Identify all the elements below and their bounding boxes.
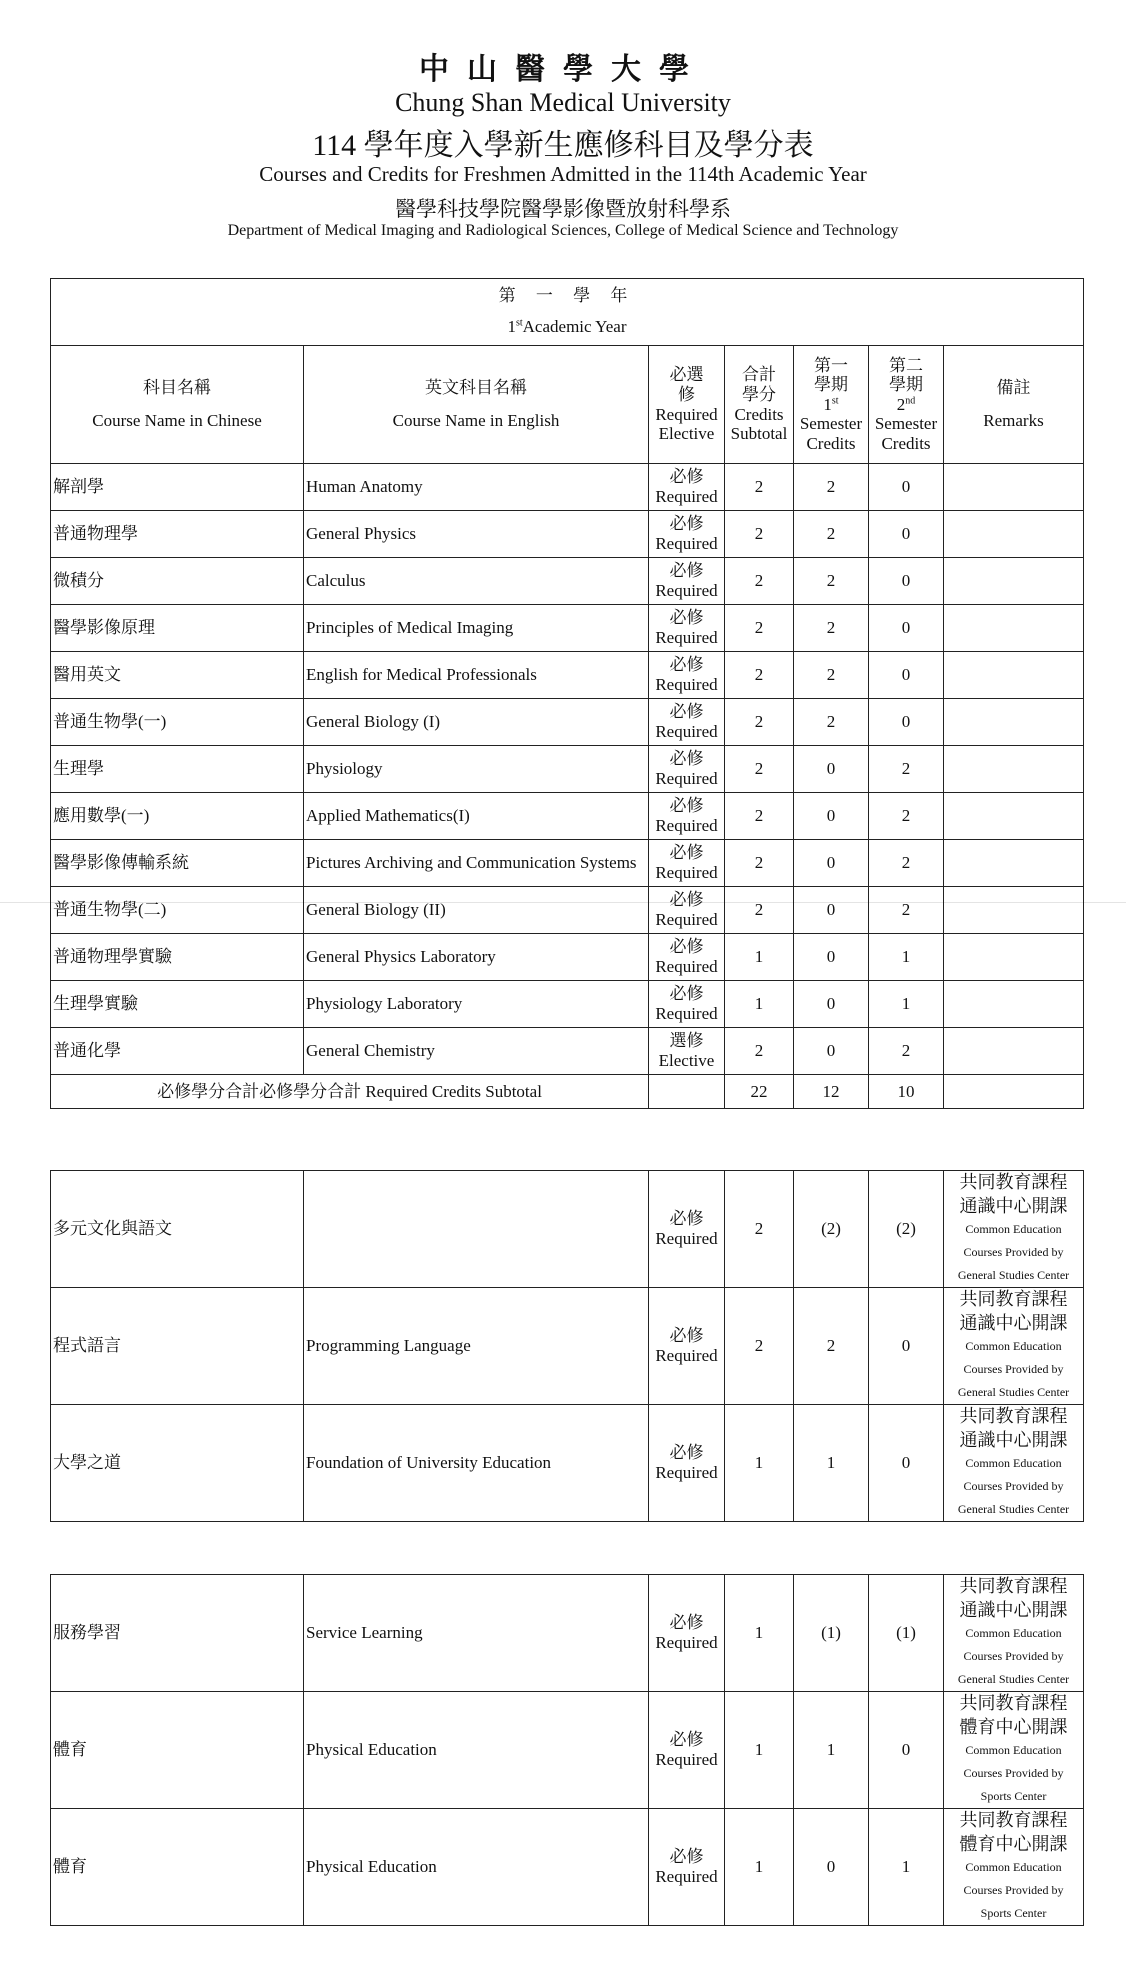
course-name-en: Physiology Laboratory bbox=[304, 981, 649, 1028]
course-name-en: Principles of Medical Imaging bbox=[304, 605, 649, 652]
table-row bbox=[51, 605, 1084, 652]
course-name-en: Calculus bbox=[304, 558, 649, 605]
remarks bbox=[944, 746, 1084, 793]
remarks-line: Courses Provided by bbox=[963, 1648, 1064, 1663]
credits-subtotal: 2 bbox=[725, 746, 794, 793]
credits-subtotal: 2 bbox=[725, 840, 794, 887]
table-row bbox=[51, 746, 1084, 793]
remarks bbox=[944, 558, 1084, 605]
course-type-zh: 必修 bbox=[669, 514, 704, 534]
remarks-line: 共同教育課程 bbox=[959, 1576, 1068, 1597]
course-name-zh: 普通物理學 bbox=[51, 511, 304, 558]
course-type bbox=[649, 652, 725, 699]
course-type-zh: 必修 bbox=[669, 1730, 704, 1750]
semester2-credits: 2 bbox=[869, 1028, 944, 1075]
subtotal-sem2: 10 bbox=[869, 1075, 944, 1109]
semester2-credits: 0 bbox=[869, 1692, 944, 1809]
credits-subtotal: 2 bbox=[725, 1288, 794, 1405]
course-name-en: Pictures Archiving and Communication Systems bbox=[304, 840, 649, 887]
course-type bbox=[649, 746, 725, 793]
col-header-type: 必選修 Required Elective bbox=[649, 346, 725, 464]
semester2-credits: 2 bbox=[869, 793, 944, 840]
title-en: Courses and Credits for Freshmen Admitted in the 114th Academic Year bbox=[259, 162, 867, 186]
academic-year-cell bbox=[51, 279, 1084, 346]
course-name-en: General Physics bbox=[304, 511, 649, 558]
semester1-credits: 2 bbox=[794, 605, 869, 652]
course-name-zh: 普通物理學實驗 bbox=[51, 934, 304, 981]
course-type bbox=[649, 464, 725, 511]
course-type-en: Required bbox=[655, 487, 718, 506]
table-row bbox=[51, 1405, 1084, 1522]
course-type-zh: 必修 bbox=[669, 608, 704, 628]
semester2-credits: 0 bbox=[869, 1288, 944, 1405]
semester1-credits: 0 bbox=[794, 1028, 869, 1075]
column-header-row bbox=[51, 346, 1084, 464]
semester2-credits: 0 bbox=[869, 1405, 944, 1522]
remarks bbox=[944, 934, 1084, 981]
remarks-line: Sports Center bbox=[980, 1905, 1047, 1920]
course-name-zh: 程式語言 bbox=[51, 1288, 304, 1405]
remarks bbox=[944, 887, 1084, 934]
course-type-en: Required bbox=[655, 1463, 718, 1482]
course-type-en: Required bbox=[655, 863, 718, 882]
first-year-course-table bbox=[50, 278, 1084, 1109]
remarks bbox=[944, 840, 1084, 887]
remarks-line: 共同教育課程 bbox=[959, 1810, 1068, 1831]
remarks-line: Sports Center bbox=[980, 1788, 1047, 1803]
course-type-en: Required bbox=[655, 1229, 718, 1248]
course-type-en: Required bbox=[655, 1867, 718, 1886]
credits-subtotal: 1 bbox=[725, 1575, 794, 1692]
course-name-en: Human Anatomy bbox=[304, 464, 649, 511]
semester1-credits: 1 bbox=[794, 1405, 869, 1522]
remarks bbox=[944, 464, 1084, 511]
course-name-zh: 醫學影像傳輸系統 bbox=[51, 840, 304, 887]
course-type bbox=[649, 887, 725, 934]
course-name-zh: 生理學 bbox=[51, 746, 304, 793]
course-type bbox=[649, 981, 725, 1028]
course-type-zh: 必修 bbox=[669, 702, 704, 722]
remarks-line: Courses Provided by bbox=[963, 1478, 1064, 1493]
remarks bbox=[944, 511, 1084, 558]
course-name-en: Physical Education bbox=[304, 1809, 649, 1926]
department-zh: 醫學科技學院醫學影像暨放射科學系 bbox=[395, 197, 731, 221]
credits-subtotal: 1 bbox=[725, 1809, 794, 1926]
remarks-line: 共同教育課程 bbox=[959, 1172, 1068, 1193]
title-zh: 114 學年度入學新生應修科目及學分表 bbox=[312, 129, 814, 162]
remarks bbox=[944, 981, 1084, 1028]
col-header-credits: 合計學分 Credits Subtotal bbox=[725, 346, 794, 464]
subtotal-remarks-empty bbox=[944, 1075, 1084, 1109]
table-row bbox=[51, 1692, 1084, 1809]
credits-subtotal: 2 bbox=[725, 511, 794, 558]
credits-subtotal: 2 bbox=[725, 1171, 794, 1288]
course-name-en: General Biology (II) bbox=[304, 887, 649, 934]
common-courses-table-1 bbox=[50, 1170, 1084, 1522]
semester1-credits: 0 bbox=[794, 887, 869, 934]
remarks-line: Courses Provided by bbox=[963, 1244, 1064, 1259]
course-type bbox=[649, 1575, 725, 1692]
table-row bbox=[51, 652, 1084, 699]
table-row bbox=[51, 793, 1084, 840]
credits-subtotal: 2 bbox=[725, 793, 794, 840]
table-row bbox=[51, 699, 1084, 746]
course-type bbox=[649, 558, 725, 605]
remarks-line: General Studies Center bbox=[957, 1671, 1070, 1686]
course-type-zh: 必修 bbox=[669, 561, 704, 581]
course-type bbox=[649, 1028, 725, 1075]
common-courses-table-2 bbox=[50, 1574, 1084, 1926]
course-type-zh: 必修 bbox=[669, 843, 704, 863]
course-type-zh: 必修 bbox=[669, 749, 704, 769]
remarks-line: Common Education bbox=[965, 1222, 1062, 1237]
semester1-credits: 1 bbox=[794, 1692, 869, 1809]
course-name-zh: 大學之道 bbox=[51, 1405, 304, 1522]
course-name-zh: 體育 bbox=[51, 1809, 304, 1926]
remarks bbox=[944, 652, 1084, 699]
semester2-credits: 2 bbox=[869, 746, 944, 793]
course-type bbox=[649, 840, 725, 887]
credits-subtotal: 2 bbox=[725, 699, 794, 746]
credits-subtotal: 2 bbox=[725, 558, 794, 605]
course-name-zh: 醫用英文 bbox=[51, 652, 304, 699]
course-name-zh: 應用數學(一) bbox=[51, 793, 304, 840]
course-name-zh: 服務學習 bbox=[51, 1575, 304, 1692]
table-row bbox=[51, 511, 1084, 558]
table-row bbox=[51, 558, 1084, 605]
remarks-line: 共同教育課程 bbox=[959, 1289, 1068, 1310]
course-name-en: General Biology (I) bbox=[304, 699, 649, 746]
semester2-credits: 0 bbox=[869, 464, 944, 511]
remarks-line: 共同教育課程 bbox=[959, 1406, 1068, 1427]
remarks-line: General Studies Center bbox=[957, 1384, 1070, 1399]
course-type-zh: 必修 bbox=[669, 1847, 704, 1867]
remarks-line: Common Education bbox=[965, 1743, 1062, 1758]
course-type-zh: 選修 bbox=[669, 1031, 704, 1051]
remarks bbox=[944, 1575, 1084, 1692]
course-type-zh: 必修 bbox=[669, 890, 704, 910]
semester1-credits: 0 bbox=[794, 981, 869, 1028]
table-row bbox=[51, 934, 1084, 981]
table-row bbox=[51, 887, 1084, 934]
course-type bbox=[649, 1171, 725, 1288]
col-header-en-name: 英文科目名稱 Course Name in English bbox=[304, 346, 649, 464]
credits-subtotal: 1 bbox=[725, 1405, 794, 1522]
semester1-credits: 2 bbox=[794, 511, 869, 558]
course-type bbox=[649, 1809, 725, 1926]
course-type-en: Required bbox=[655, 769, 718, 788]
remarks bbox=[944, 605, 1084, 652]
course-type bbox=[649, 934, 725, 981]
semester2-credits: 0 bbox=[869, 652, 944, 699]
credits-subtotal: 2 bbox=[725, 464, 794, 511]
course-type-en: Elective bbox=[658, 1051, 715, 1070]
course-name-en: General Physics Laboratory bbox=[304, 934, 649, 981]
course-name-en: Physical Education bbox=[304, 1692, 649, 1809]
semester2-credits: 1 bbox=[869, 981, 944, 1028]
remarks bbox=[944, 1809, 1084, 1926]
course-name-en: English for Medical Professionals bbox=[304, 652, 649, 699]
table-row bbox=[51, 840, 1084, 887]
table-row bbox=[51, 1809, 1084, 1926]
course-name-zh: 普通化學 bbox=[51, 1028, 304, 1075]
course-type bbox=[649, 511, 725, 558]
course-name-zh: 普通生物學(二) bbox=[51, 887, 304, 934]
subtotal-row bbox=[51, 1075, 1084, 1109]
remarks-line: Common Education bbox=[965, 1456, 1062, 1471]
course-name-zh: 多元文化與語文 bbox=[51, 1171, 304, 1288]
remarks-line: 體育中心開課 bbox=[959, 1716, 1068, 1737]
course-name-en bbox=[304, 1171, 649, 1288]
semester1-credits: 2 bbox=[794, 652, 869, 699]
course-type-en: Required bbox=[655, 722, 718, 741]
remarks-line: Courses Provided by bbox=[963, 1361, 1064, 1376]
semester1-credits: 0 bbox=[794, 840, 869, 887]
course-type-zh: 必修 bbox=[669, 1613, 704, 1633]
course-name-en: Applied Mathematics(I) bbox=[304, 793, 649, 840]
col-header-sem2: 第二學期 2nd Semester Credits bbox=[869, 346, 944, 464]
credits-subtotal: 1 bbox=[725, 934, 794, 981]
course-type-zh: 必修 bbox=[669, 655, 704, 675]
semester2-credits: 0 bbox=[869, 511, 944, 558]
course-type-zh: 必修 bbox=[669, 796, 704, 816]
course-type-zh: 必修 bbox=[669, 1443, 704, 1463]
semester1-credits: 2 bbox=[794, 699, 869, 746]
course-name-zh: 醫學影像原理 bbox=[51, 605, 304, 652]
subtotal-type-empty bbox=[649, 1075, 725, 1109]
credits-subtotal: 2 bbox=[725, 605, 794, 652]
remarks bbox=[944, 1405, 1084, 1522]
course-type bbox=[649, 1692, 725, 1809]
col-header-remarks: 備註 Remarks bbox=[944, 346, 1084, 464]
academic-year-zh: 第 一 學 年 bbox=[498, 286, 636, 306]
course-type bbox=[649, 793, 725, 840]
remarks-line: Common Education bbox=[965, 1860, 1062, 1875]
remarks bbox=[944, 1288, 1084, 1405]
table-row bbox=[51, 464, 1084, 511]
table-row bbox=[51, 981, 1084, 1028]
course-name-zh: 體育 bbox=[51, 1692, 304, 1809]
course-type-en: Required bbox=[655, 1750, 718, 1769]
course-name-en: Foundation of University Education bbox=[304, 1405, 649, 1522]
course-type bbox=[649, 699, 725, 746]
remarks-line: Courses Provided by bbox=[963, 1765, 1064, 1780]
course-type-en: Required bbox=[655, 628, 718, 647]
course-name-zh: 普通生物學(一) bbox=[51, 699, 304, 746]
table-row bbox=[51, 1288, 1084, 1405]
remarks bbox=[944, 1028, 1084, 1075]
course-name-zh: 解剖學 bbox=[51, 464, 304, 511]
course-type-en: Required bbox=[655, 1004, 718, 1023]
semester2-credits: 0 bbox=[869, 558, 944, 605]
course-type bbox=[649, 1405, 725, 1522]
col-header-zh-name: 科目名稱 Course Name in Chinese bbox=[51, 346, 304, 464]
course-type-zh: 必修 bbox=[669, 937, 704, 957]
table-row bbox=[51, 1575, 1084, 1692]
course-type-en: Required bbox=[655, 581, 718, 600]
semester1-credits: 0 bbox=[794, 1809, 869, 1926]
semester1-credits: 2 bbox=[794, 464, 869, 511]
semester2-credits: 1 bbox=[869, 1809, 944, 1926]
semester2-credits: 2 bbox=[869, 840, 944, 887]
semester2-credits: 2 bbox=[869, 887, 944, 934]
table-row bbox=[51, 1028, 1084, 1075]
remarks-line: 通識中心開課 bbox=[959, 1429, 1068, 1450]
semester1-credits: 2 bbox=[794, 558, 869, 605]
semester1-credits: (2) bbox=[794, 1171, 869, 1288]
remarks-line: Common Education bbox=[965, 1339, 1062, 1354]
credits-subtotal: 1 bbox=[725, 981, 794, 1028]
course-name-en: Programming Language bbox=[304, 1288, 649, 1405]
remarks-line: General Studies Center bbox=[957, 1501, 1070, 1516]
remarks-line: 通識中心開課 bbox=[959, 1195, 1068, 1216]
remarks-line: 體育中心開課 bbox=[959, 1833, 1068, 1854]
course-type-en: Required bbox=[655, 534, 718, 553]
course-type-zh: 必修 bbox=[669, 1209, 704, 1229]
semester2-credits: (2) bbox=[869, 1171, 944, 1288]
semester2-credits: 0 bbox=[869, 699, 944, 746]
remarks bbox=[944, 1692, 1084, 1809]
course-type-en: Required bbox=[655, 957, 718, 976]
course-name-en: Physiology bbox=[304, 746, 649, 793]
semester1-credits: 0 bbox=[794, 746, 869, 793]
semester1-credits: (1) bbox=[794, 1575, 869, 1692]
credits-subtotal: 2 bbox=[725, 887, 794, 934]
course-type bbox=[649, 605, 725, 652]
table-row bbox=[51, 1171, 1084, 1288]
academic-year-en: 1stAcademic Year bbox=[507, 317, 627, 336]
col-header-sem1: 第一學期 1st Semester Credits bbox=[794, 346, 869, 464]
subtotal-sem1: 12 bbox=[794, 1075, 869, 1109]
course-name-en: General Chemistry bbox=[304, 1028, 649, 1075]
course-type-zh: 必修 bbox=[669, 1326, 704, 1346]
course-type-en: Required bbox=[655, 910, 718, 929]
remarks-line: 通識中心開課 bbox=[959, 1599, 1068, 1620]
university-name-zh: 中山醫學大學 bbox=[419, 53, 707, 86]
remarks-line: 共同教育課程 bbox=[959, 1693, 1068, 1714]
department-en: Department of Medical Imaging and Radiological Sciences, College of Medical Science and Technology bbox=[227, 222, 899, 239]
semester1-credits: 0 bbox=[794, 934, 869, 981]
course-type-en: Required bbox=[655, 1633, 718, 1652]
remarks-line: 通識中心開課 bbox=[959, 1312, 1068, 1333]
course-name-zh: 生理學實驗 bbox=[51, 981, 304, 1028]
remarks-line: General Studies Center bbox=[957, 1267, 1070, 1282]
university-name-en: Chung Shan Medical University bbox=[395, 88, 731, 117]
academic-year-row bbox=[51, 279, 1084, 346]
course-name-en: Service Learning bbox=[304, 1575, 649, 1692]
course-type bbox=[649, 1288, 725, 1405]
course-type-en: Required bbox=[655, 675, 718, 694]
course-type-zh: 必修 bbox=[669, 984, 704, 1004]
remarks bbox=[944, 1171, 1084, 1288]
semester2-credits: 1 bbox=[869, 934, 944, 981]
remarks-line: Common Education bbox=[965, 1626, 1062, 1641]
semester2-credits: 0 bbox=[869, 605, 944, 652]
remarks-line: Courses Provided by bbox=[963, 1882, 1064, 1897]
course-name-zh: 微積分 bbox=[51, 558, 304, 605]
course-type-zh: 必修 bbox=[669, 467, 704, 487]
credits-subtotal: 1 bbox=[725, 1692, 794, 1809]
course-type-en: Required bbox=[655, 1346, 718, 1365]
semester1-credits: 0 bbox=[794, 793, 869, 840]
semester2-credits: (1) bbox=[869, 1575, 944, 1692]
semester1-credits: 2 bbox=[794, 1288, 869, 1405]
subtotal-label: 必修學分合計必修學分合計 Required Credits Subtotal bbox=[51, 1075, 649, 1109]
remarks bbox=[944, 699, 1084, 746]
credits-subtotal: 2 bbox=[725, 1028, 794, 1075]
course-type-en: Required bbox=[655, 816, 718, 835]
subtotal-credits: 22 bbox=[725, 1075, 794, 1109]
remarks bbox=[944, 793, 1084, 840]
credits-subtotal: 2 bbox=[725, 652, 794, 699]
